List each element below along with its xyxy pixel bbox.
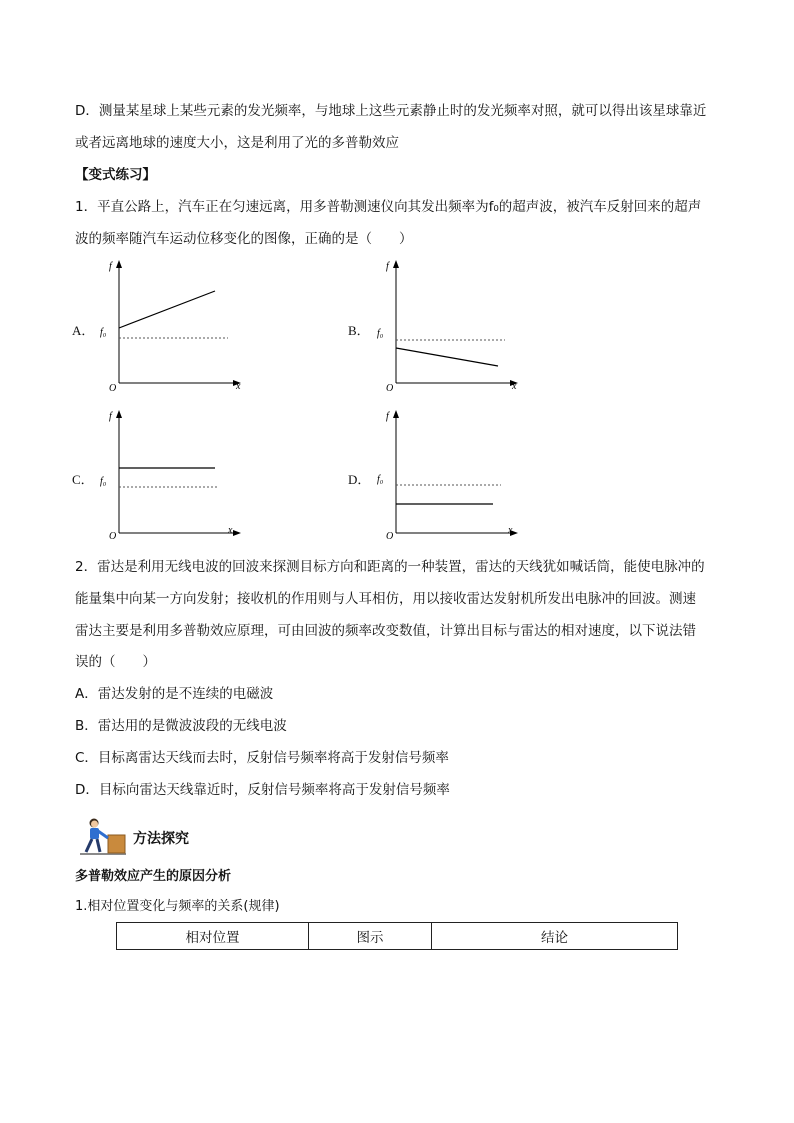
question1-line2: 波的频率随汽车运动位移变化的图像，正确的是（ ） [75, 231, 413, 247]
graph-c-f0: f₀ [100, 476, 107, 487]
method-item1: 1.相对位置变化与频率的关系(规律) [75, 899, 280, 914]
graph-d [372, 405, 527, 545]
graph-a-x-label: x [236, 381, 241, 392]
graph-d-x-label: x [508, 525, 513, 536]
question2-option-a: A．雷达发射的是不连续的电磁波 [75, 686, 274, 702]
graph-c-label: C． [72, 472, 94, 487]
person-pushing-box-icon [78, 816, 128, 858]
question2-line1: 2．雷达是利用无线电波的回波来探测目标方向和距离的一种装置，雷达的天线犹如喊话筒，能使电脉冲的 [75, 559, 705, 575]
question2-line3: 雷达主要是利用多普勒效应原理，可由回波的频率改变数值，计算出目标与雷达的相对速度，以下说法错 [75, 623, 696, 639]
graph-b-y-label: f [386, 261, 389, 272]
graph-a-origin: O [109, 383, 117, 394]
graph-b-label: B． [348, 323, 370, 338]
paragraph-d-line1: D．测量某星球上某些元素的发光频率，与地球上这些元素静止时的发光频率对照，就可以得出该星球靠近 [75, 103, 707, 119]
graph-b-x-label: x [512, 381, 517, 392]
graph-b [372, 255, 527, 395]
relation-table [116, 922, 678, 950]
question2-option-d: D．目标向雷达天线靠近时，反射信号频率将高于发射信号频率 [75, 782, 450, 798]
graph-a-f0: f₀ [100, 327, 107, 338]
graph-c-origin: O [109, 531, 117, 542]
graph-c-x-label: x [228, 525, 233, 536]
question1-line1: 1．平直公路上，汽车正在匀速远离，用多普勒测速仪向其发出频率为f₀的超声波，被汽车反射回来的超声 [75, 199, 702, 215]
graph-d-origin: O [386, 531, 394, 542]
graph-a-y-label: f [109, 261, 112, 272]
question2-option-b: B．雷达用的是微波波段的无线电波 [75, 718, 287, 734]
graph-c [95, 405, 250, 545]
table-header-cell: 图示 [309, 923, 432, 950]
section-practice-heading: 【变式练习】 [75, 167, 156, 183]
table-header-row [117, 923, 678, 950]
question2-option-c: C．目标离雷达天线而去时，反射信号频率将高于发射信号频率 [75, 750, 449, 766]
graph-d-y-label: f [386, 411, 389, 422]
question2-line4: 误的（ ） [75, 654, 156, 670]
table-header-cell: 相对位置 [117, 923, 309, 950]
table-header-cell: 结论 [432, 923, 678, 950]
graph-a [95, 255, 250, 395]
question2-line2: 能量集中向某一方向发射；接收机的作用则与人耳相仿，用以接收雷达发射机所发出电脉冲的回波。测速 [75, 591, 696, 607]
graph-d-f0: f₀ [377, 474, 384, 485]
graph-c-y-label: f [109, 411, 112, 422]
method-section-subtitle: 多普勒效应产生的原因分析 [75, 869, 232, 884]
graph-b-origin: O [386, 383, 394, 394]
graph-b-f0: f₀ [377, 328, 384, 339]
paragraph-d-line2: 或者远离地球的速度大小，这是利用了光的多普勒效应 [75, 135, 399, 151]
graph-d-label: D． [348, 472, 371, 487]
method-section-title: 方法探究 [133, 831, 189, 847]
graph-a-label: A． [72, 323, 95, 338]
